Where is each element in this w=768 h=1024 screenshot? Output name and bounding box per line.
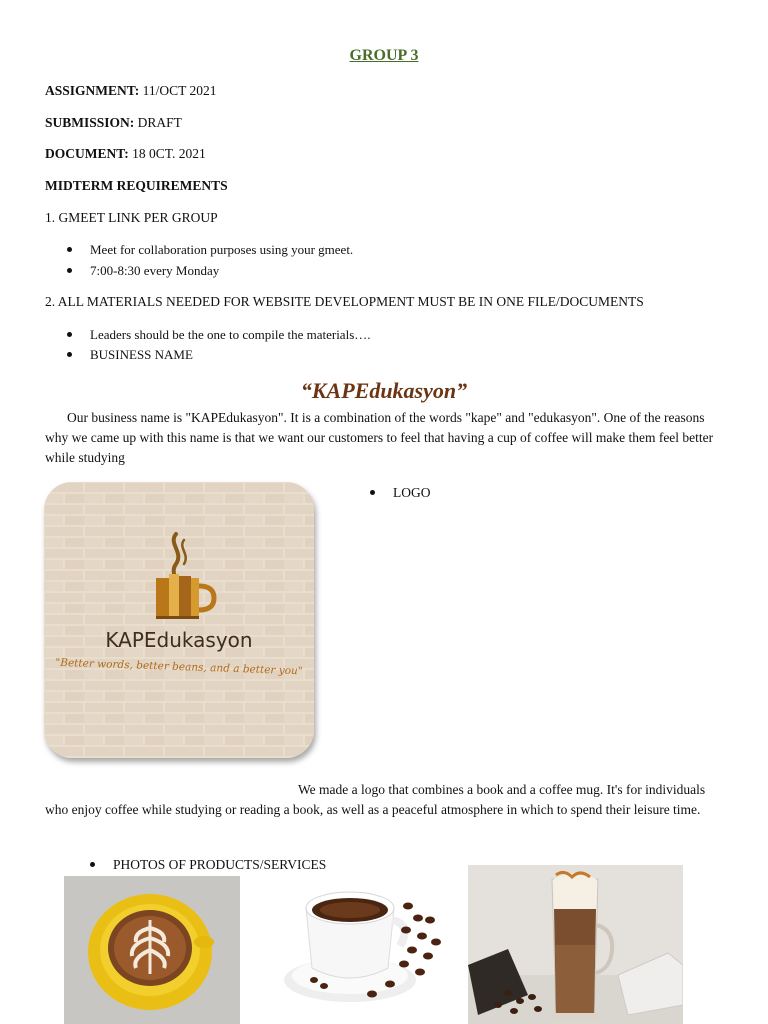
assignment-value: 11/OCT 2021 [139,83,217,98]
req2-bullet-1: Leaders should be the one to compile the materials…. [90,327,371,342]
document-label: DOCUMENT: [45,146,129,161]
bullet-dot [67,332,72,337]
latte-art-photo [64,876,240,1024]
req2-bullet-2: BUSINESS NAME [90,347,193,362]
photos-label: PHOTOS OF PRODUCTS/SERVICES [113,857,327,872]
submission-line [45,113,182,133]
submission-value: DRAFT [134,115,182,130]
coffee-cup-photo [280,876,445,1024]
bullet-dot [67,352,72,357]
document-line [45,144,206,164]
assignment-line [45,81,217,101]
req2-heading: 2. ALL MATERIALS NEEDED FOR WEBSITE DEVELOPMENT MUST BE IN ONE FILE/DOCUMENTS [45,294,644,309]
brand-paragraph: Our business name is "KAPEdukasyon". It is a combination of the words "kape" and "edukasyon". One of the reasons why we came up with this name is that we want our customers to feel that having a cup of coffee will make them feel better while studying [45,410,714,465]
logo-image [44,482,314,758]
brand-title: “KAPEdukasyon” [300,378,468,403]
bullet-dot [67,247,72,252]
logo-brand-name: KAPEdukasyon [105,628,253,652]
req1-bullet-2: 7:00-8:30 every Monday [90,263,220,278]
logo-tagline: "Better words, better beans, and a better you" [55,656,303,678]
req1-heading: 1. GMEET LINK PER GROUP [45,210,218,225]
document-value: 18 0CT. 2021 [128,146,206,161]
submission-label: SUBMISSION: [45,115,135,130]
assignment-label: ASSIGNMENT: [45,83,140,98]
latte-glass-photo [468,865,683,1024]
brick-wall-background [44,482,314,758]
bullet-dot [370,490,375,495]
req1-bullet-1: Meet for collaboration purposes using your gmeet. [90,242,354,257]
midterm-heading: MIDTERM REQUIREMENTS [45,178,228,193]
logo-paragraph: We made a logo that combines a book and a coffee mug. It's for individuals who enjoy coffee while studying or reading a book, as well as a peaceful atmosphere in which to spend their leisure time. [45,782,706,817]
group-title: GROUP 3 [349,47,419,64]
bullet-dot [90,862,95,867]
logo-section-label: LOGO [393,485,431,500]
bullet-dot [67,268,72,273]
